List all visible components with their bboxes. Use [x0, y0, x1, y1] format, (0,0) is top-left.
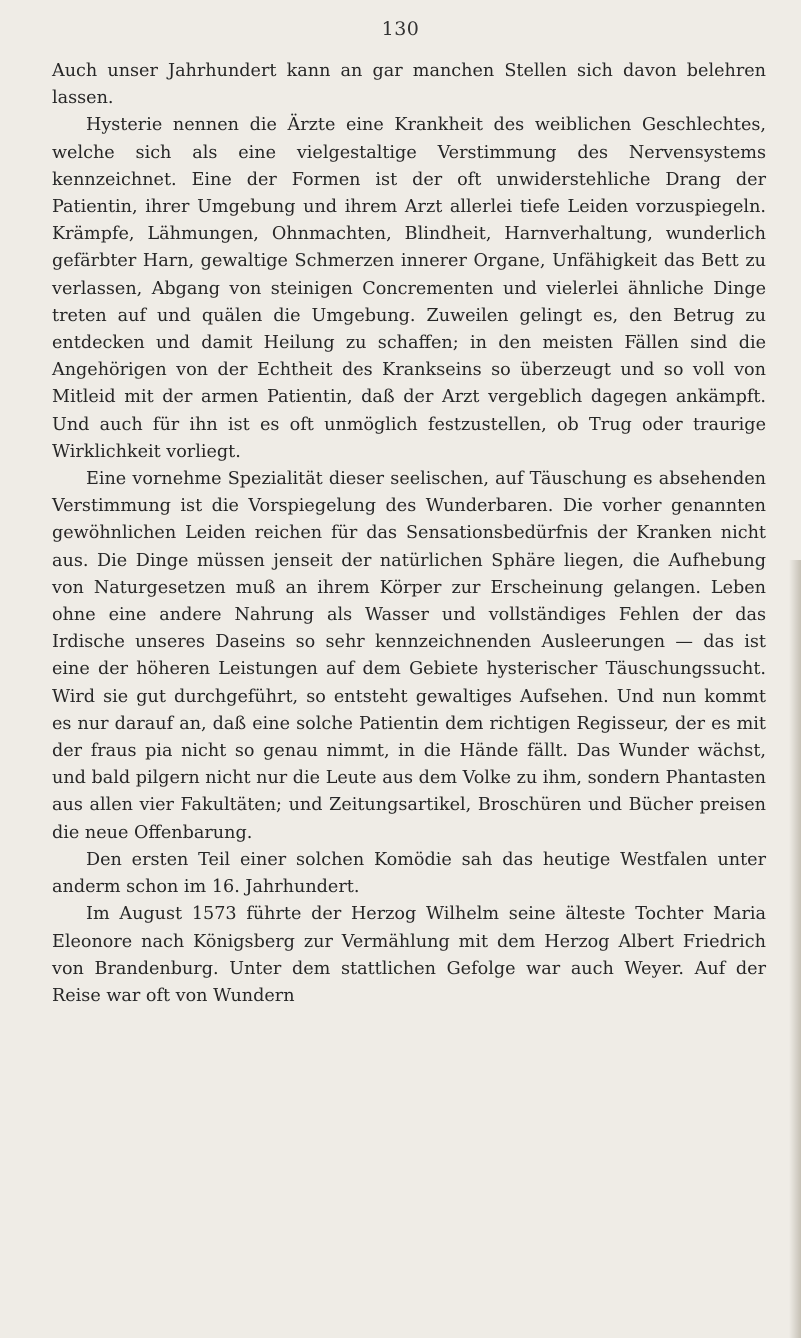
body-text	[52, 58, 766, 1010]
paragraph: Eine vornehme Spezialität dieser seelischen, auf Täuschung es absehenden Verstimmung ist die Vorspiegelung des Wunderbaren. Die vorher genannten gewöhnlichen Leiden reichen für das Sensationsbedürfnis der Kranken nicht aus. Die Dinge müssen jenseit der natürlichen Sphäre liegen, die Aufhebung von Naturgesetzen muß an ihrem Körper zur Erscheinung gelangen. Leben ohne eine andere Nahrung als Wasser und vollständiges Fehlen der das Irdische unseres Daseins so sehr kennzeichnenden Ausleerungen — das ist eine der höheren Leistungen auf dem Gebiete hysterischer Täuschungssucht. Wird sie gut durchgeführt, so entsteht gewaltiges Aufsehen. Und nun kommt es nur darauf an, daß eine solche Patientin dem richtigen Regisseur, der es mit der fraus pia nicht so genau nimmt, in die Hände fällt. Das Wunder wächst, und bald pilgern nicht nur die Leute aus dem Volke zu ihm, sondern Phantasten aus allen vier Fakultäten; und Zeitungsartikel, Broschüren und Bücher preisen die neue Offenbarung.	[52, 469, 766, 843]
paragraph: Den ersten Teil einer solchen Komödie sah das heutige Westfalen unter anderm schon im 16. Jahrhundert.	[52, 849, 766, 898]
paragraph: Auch unser Jahrhundert kann an gar manchen Stellen sich davon belehren lassen.	[52, 61, 766, 109]
paragraph: Im August 1573 führte der Herzog Wilhelm seine älteste Tochter Maria Eleonore nach Königsberg zur Vermählung mit dem Herzog Albert Friedrich von Brandenburg. Unter dem stattlichen Gefolge war auch Weyer. Auf der Reise war oft von Wundern	[52, 904, 766, 1006]
page-edge-shadow	[789, 560, 801, 1338]
paragraph: Hysterie nennen die Ärzte eine Krankheit des weiblichen Geschlechtes, welche sich als eine vielgestaltige Verstimmung des Nervensystems kennzeichnet. Eine der Formen ist der oft unwiderstehliche Drang der Patientin, ihrer Umgebung und ihrem Arzt allerlei tiefe Leiden vorzuspiegeln. Krämpfe, Lähmungen, Ohnmachten, Blindheit, Harnverhaltung, wunderlich gefärbter Harn, gewaltige Schmerzen innerer Organe, Unfähigkeit das Bett zu verlassen, Abgang von steinigen Concrementen und vielerlei ähnliche Dinge treten auf und quälen die Umgebung. Zuweilen gelingt es, den Betrug zu entdecken und damit Heilung zu schaffen; in den meisten Fällen sind die Angehörigen von der Echtheit des Krankseins so überzeugt und so voll von Mitleid mit der armen Patientin, daß der Arzt vergeblich dagegen ankämpft. Und auch für ihn ist es oft unmöglich festzustellen, ob Trug oder traurige Wirklichkeit vorliegt.	[52, 115, 766, 462]
page-number: 130	[381, 18, 420, 40]
